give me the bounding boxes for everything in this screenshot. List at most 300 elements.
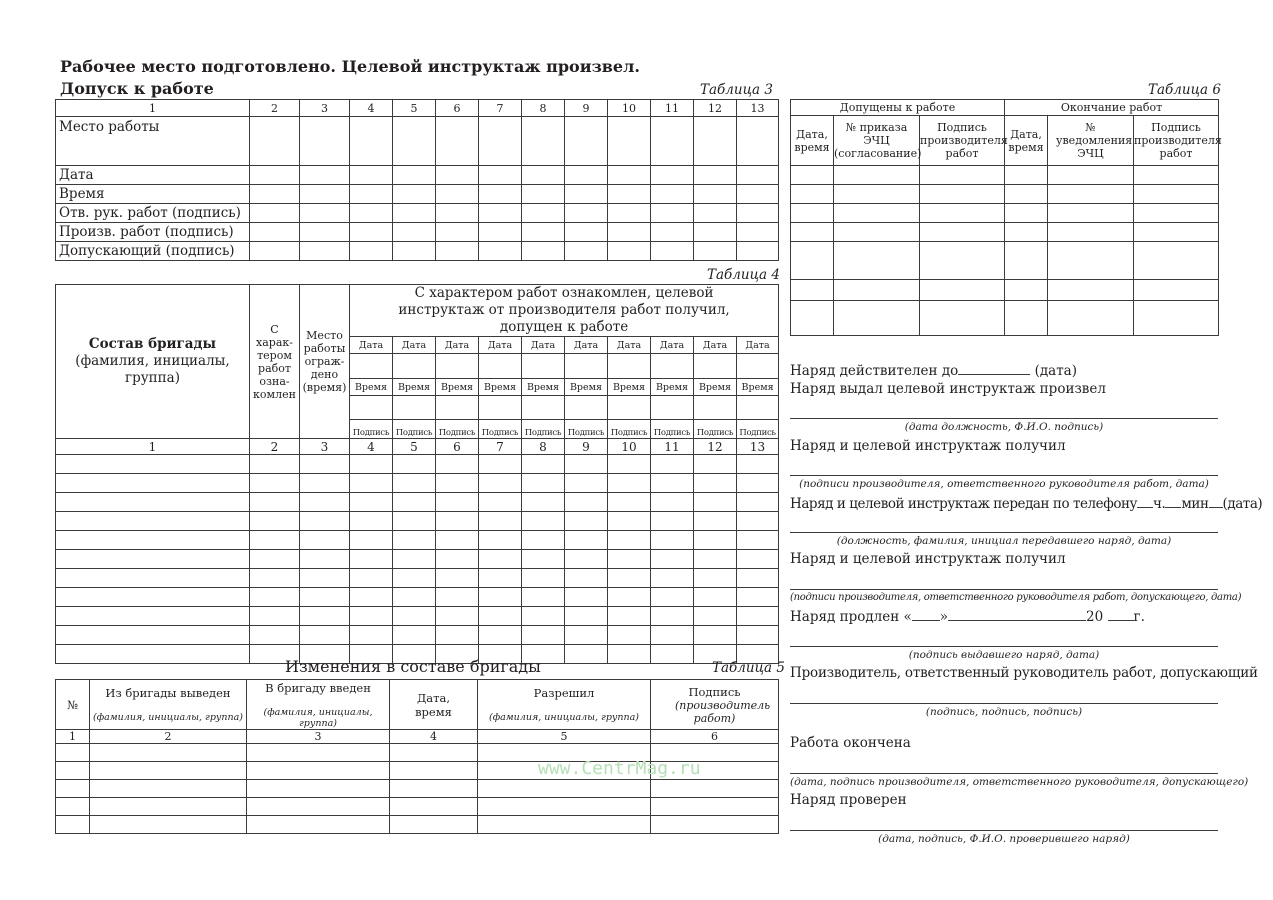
table-cell[interactable] [350,531,393,550]
table-cell[interactable] [56,607,250,626]
table-cell[interactable] [608,455,651,474]
table3-cell[interactable] [479,166,522,185]
table-cell[interactable] [393,550,436,569]
table-cell[interactable] [737,588,779,607]
table-cell[interactable] [56,744,90,762]
table-cell[interactable] [565,588,608,607]
table-cell[interactable] [436,474,479,493]
received2-signature-line[interactable] [790,589,1218,590]
table3-cell[interactable] [651,185,694,204]
table-cell[interactable] [56,455,250,474]
table-cell[interactable] [608,550,651,569]
table-cell[interactable] [1134,223,1219,242]
table-cell[interactable] [393,474,436,493]
time-cell[interactable] [694,396,737,420]
table3-cell[interactable] [651,223,694,242]
table3-cell[interactable] [694,185,737,204]
table-cell[interactable] [56,762,90,780]
table-cell[interactable] [694,550,737,569]
table3-cell[interactable] [608,204,651,223]
date-cell[interactable] [350,354,393,379]
table3-cell[interactable] [608,185,651,204]
table-cell[interactable] [56,569,250,588]
table3-cell[interactable] [250,185,300,204]
table-cell[interactable] [1005,185,1048,204]
table-cell[interactable] [737,493,779,512]
table-cell[interactable] [522,512,565,531]
table-cell[interactable] [56,645,250,664]
table-cell[interactable] [250,569,300,588]
table-cell[interactable] [436,550,479,569]
table-cell[interactable] [479,550,522,569]
table-cell[interactable] [56,780,90,798]
table-cell[interactable] [522,607,565,626]
table-cell[interactable] [651,645,694,664]
table3-cell[interactable] [300,166,350,185]
table-cell[interactable] [250,531,300,550]
table-cell[interactable] [651,607,694,626]
table-cell[interactable] [1005,280,1048,301]
table3-cell[interactable] [436,223,479,242]
table3-cell[interactable] [522,166,565,185]
table-cell[interactable] [694,569,737,588]
table-cell[interactable] [436,512,479,531]
table-cell[interactable] [250,512,300,531]
table3-cell[interactable] [608,242,651,261]
table-cell[interactable] [791,242,834,280]
table-cell[interactable] [651,816,779,834]
table-cell[interactable] [522,531,565,550]
table-cell[interactable] [737,455,779,474]
date-cell[interactable] [436,354,479,379]
table-cell[interactable] [608,531,651,550]
table-cell[interactable] [920,185,1005,204]
table-cell[interactable] [522,626,565,645]
time-cell[interactable] [479,396,522,420]
table-cell[interactable] [436,493,479,512]
table-cell[interactable] [694,531,737,550]
table3-cell[interactable] [565,185,608,204]
date-cell[interactable] [608,354,651,379]
valid-until-blank[interactable] [958,362,1030,375]
table3-cell[interactable] [737,204,779,223]
table-cell[interactable] [478,816,651,834]
table-cell[interactable] [436,626,479,645]
table3-cell[interactable] [694,204,737,223]
table-cell[interactable] [56,588,250,607]
table-cell[interactable] [1048,166,1134,185]
table-cell[interactable] [350,607,393,626]
table-cell[interactable] [300,512,350,531]
table-cell[interactable] [737,531,779,550]
table3-cell[interactable] [694,223,737,242]
table-cell[interactable] [479,569,522,588]
table-cell[interactable] [608,607,651,626]
table3-cell[interactable] [651,166,694,185]
table3-cell[interactable] [737,117,779,166]
table-cell[interactable] [250,455,300,474]
table3-cell[interactable] [350,242,393,261]
table-cell[interactable] [791,204,834,223]
table-cell[interactable] [393,493,436,512]
table3-cell[interactable] [393,242,436,261]
table-cell[interactable] [1005,204,1048,223]
table-cell[interactable] [393,588,436,607]
table-cell[interactable] [651,588,694,607]
phone-minute-blank[interactable] [1165,495,1181,508]
table-cell[interactable] [834,242,920,280]
table-cell[interactable] [390,798,478,816]
table-cell[interactable] [247,762,390,780]
table-cell[interactable] [522,550,565,569]
table-cell[interactable] [737,474,779,493]
date-cell[interactable] [737,354,779,379]
date-cell[interactable] [393,354,436,379]
table3-cell[interactable] [250,166,300,185]
table-cell[interactable] [1134,242,1219,280]
time-cell[interactable] [737,396,779,420]
table-cell[interactable] [390,816,478,834]
table3-cell[interactable] [565,242,608,261]
table-cell[interactable] [393,512,436,531]
table-cell[interactable] [565,550,608,569]
table-cell[interactable] [350,512,393,531]
time-cell[interactable] [522,396,565,420]
table-cell[interactable] [694,455,737,474]
table-cell[interactable] [1048,223,1134,242]
time-cell[interactable] [393,396,436,420]
table-cell[interactable] [247,744,390,762]
table-cell[interactable] [920,223,1005,242]
table-cell[interactable] [300,531,350,550]
received-signature-line[interactable] [790,475,1218,476]
table-cell[interactable] [436,607,479,626]
table-cell[interactable] [56,816,90,834]
table-cell[interactable] [90,762,247,780]
table-cell[interactable] [694,474,737,493]
table3-cell[interactable] [737,166,779,185]
table-cell[interactable] [791,185,834,204]
table3-cell[interactable] [737,185,779,204]
table-cell[interactable] [1134,166,1219,185]
table3-cell[interactable] [522,242,565,261]
table-cell[interactable] [350,550,393,569]
table-cell[interactable] [1005,166,1048,185]
table-cell[interactable] [522,569,565,588]
table-cell[interactable] [1134,185,1219,204]
table3-cell[interactable] [250,117,300,166]
date-cell[interactable] [565,354,608,379]
table-cell[interactable] [350,474,393,493]
table-cell[interactable] [436,588,479,607]
phone-transfer-signature-line[interactable] [790,532,1218,533]
time-cell[interactable] [608,396,651,420]
table-cell[interactable] [834,301,920,336]
table-cell[interactable] [737,550,779,569]
table-cell[interactable] [565,626,608,645]
table-cell[interactable] [56,798,90,816]
date-cell[interactable] [479,354,522,379]
table-cell[interactable] [479,493,522,512]
table3-cell[interactable] [479,185,522,204]
table-cell[interactable] [651,531,694,550]
table-cell[interactable] [737,569,779,588]
table-cell[interactable] [300,569,350,588]
table-cell[interactable] [390,762,478,780]
extended-signature-line[interactable] [790,646,1218,647]
table3-cell[interactable] [651,204,694,223]
date-cell[interactable] [694,354,737,379]
table-cell[interactable] [436,531,479,550]
table-cell[interactable] [608,474,651,493]
table-cell[interactable] [300,493,350,512]
table3-cell[interactable] [393,166,436,185]
table-cell[interactable] [300,550,350,569]
table3-cell[interactable] [393,185,436,204]
table3-cell[interactable] [350,185,393,204]
table-cell[interactable] [608,569,651,588]
table-cell[interactable] [1005,301,1048,336]
table3-cell[interactable] [300,185,350,204]
table3-cell[interactable] [651,117,694,166]
phone-date-blank[interactable] [1209,495,1223,508]
table-cell[interactable] [300,455,350,474]
table-cell[interactable] [920,242,1005,280]
table-cell[interactable] [834,280,920,301]
table3-cell[interactable] [522,223,565,242]
table-cell[interactable] [56,550,250,569]
table-cell[interactable] [1048,280,1134,301]
table-cell[interactable] [694,512,737,531]
table3-cell[interactable] [737,223,779,242]
table3-cell[interactable] [300,223,350,242]
table-cell[interactable] [390,780,478,798]
table-cell[interactable] [90,816,247,834]
table-cell[interactable] [565,531,608,550]
table3-cell[interactable] [393,117,436,166]
table-cell[interactable] [522,474,565,493]
table-cell[interactable] [350,569,393,588]
issued-by-signature-line[interactable] [790,418,1218,419]
table3-cell[interactable] [350,166,393,185]
table-cell[interactable] [565,455,608,474]
table3-cell[interactable] [436,242,479,261]
time-cell[interactable] [651,396,694,420]
table-cell[interactable] [479,455,522,474]
table-cell[interactable] [651,493,694,512]
table3-cell[interactable] [608,117,651,166]
table-cell[interactable] [834,185,920,204]
date-cell[interactable] [651,354,694,379]
table-cell[interactable] [247,780,390,798]
table-cell[interactable] [479,626,522,645]
table-cell[interactable] [651,626,694,645]
table-cell[interactable] [300,626,350,645]
table-cell[interactable] [1048,204,1134,223]
table-cell[interactable] [90,798,247,816]
table-cell[interactable] [56,474,250,493]
work-finished-signature-line[interactable] [790,773,1218,774]
table3-cell[interactable] [350,223,393,242]
table3-cell[interactable] [436,185,479,204]
table-cell[interactable] [651,550,694,569]
table-cell[interactable] [737,626,779,645]
table3-cell[interactable] [350,117,393,166]
table-cell[interactable] [250,474,300,493]
table-cell[interactable] [1134,301,1219,336]
table-cell[interactable] [1005,223,1048,242]
table-cell[interactable] [56,493,250,512]
time-cell[interactable] [565,396,608,420]
table-cell[interactable] [834,166,920,185]
time-cell[interactable] [350,396,393,420]
table-cell[interactable] [565,512,608,531]
table3-cell[interactable] [350,204,393,223]
table-cell[interactable] [90,744,247,762]
phone-hour-blank[interactable] [1137,495,1153,508]
table-cell[interactable] [737,512,779,531]
table3-cell[interactable] [436,204,479,223]
table-cell[interactable] [350,588,393,607]
table-cell[interactable] [791,223,834,242]
table-cell[interactable] [651,798,779,816]
table3-cell[interactable] [250,223,300,242]
table-cell[interactable] [920,280,1005,301]
date-cell[interactable] [522,354,565,379]
table3-cell[interactable] [522,204,565,223]
table-cell[interactable] [565,607,608,626]
extended-year-blank[interactable] [1108,608,1134,621]
table-cell[interactable] [694,493,737,512]
table-cell[interactable] [350,493,393,512]
table-cell[interactable] [1048,242,1134,280]
table-cell[interactable] [694,626,737,645]
table3-cell[interactable] [694,117,737,166]
table3-cell[interactable] [479,242,522,261]
table3-cell[interactable] [436,117,479,166]
table-cell[interactable] [565,493,608,512]
table-cell[interactable] [565,474,608,493]
table3-cell[interactable] [393,223,436,242]
time-cell[interactable] [436,396,479,420]
table-cell[interactable] [608,512,651,531]
table3-cell[interactable] [651,242,694,261]
table-cell[interactable] [436,455,479,474]
table-cell[interactable] [565,569,608,588]
table3-cell[interactable] [565,204,608,223]
table3-cell[interactable] [479,223,522,242]
table3-cell[interactable] [565,223,608,242]
table-cell[interactable] [300,607,350,626]
table-cell[interactable] [393,626,436,645]
table3-cell[interactable] [479,117,522,166]
table-cell[interactable] [522,455,565,474]
table-cell[interactable] [393,455,436,474]
table-cell[interactable] [390,744,478,762]
extended-month-blank[interactable] [948,608,1086,621]
table-cell[interactable] [522,493,565,512]
table-cell[interactable] [791,280,834,301]
table-cell[interactable] [479,607,522,626]
table-cell[interactable] [250,607,300,626]
table-cell[interactable] [651,780,779,798]
table-cell[interactable] [479,474,522,493]
table-cell[interactable] [393,531,436,550]
table-cell[interactable] [1005,242,1048,280]
table-cell[interactable] [834,204,920,223]
table3-cell[interactable] [436,166,479,185]
table-cell[interactable] [56,512,250,531]
table-cell[interactable] [920,166,1005,185]
table3-cell[interactable] [250,242,300,261]
table-cell[interactable] [608,588,651,607]
table-cell[interactable] [479,512,522,531]
table3-cell[interactable] [522,185,565,204]
table3-cell[interactable] [522,117,565,166]
table-cell[interactable] [920,301,1005,336]
table-cell[interactable] [247,816,390,834]
table-cell[interactable] [300,588,350,607]
table-cell[interactable] [608,626,651,645]
table-cell[interactable] [834,223,920,242]
responsible-persons-signature-line[interactable] [790,703,1218,704]
table3-cell[interactable] [565,117,608,166]
table-cell[interactable] [1134,204,1219,223]
table-cell[interactable] [350,455,393,474]
table-cell[interactable] [250,588,300,607]
table3-cell[interactable] [737,242,779,261]
table-cell[interactable] [651,474,694,493]
table-cell[interactable] [651,569,694,588]
table-cell[interactable] [350,626,393,645]
table-cell[interactable] [56,531,250,550]
table-cell[interactable] [90,780,247,798]
table-cell[interactable] [250,493,300,512]
table3-cell[interactable] [694,166,737,185]
table-cell[interactable] [694,588,737,607]
table3-cell[interactable] [300,204,350,223]
table3-cell[interactable] [565,166,608,185]
table3-cell[interactable] [608,223,651,242]
extended-day-blank[interactable] [912,608,940,621]
table-cell[interactable] [920,204,1005,223]
table-cell[interactable] [791,166,834,185]
table3-cell[interactable] [300,242,350,261]
table-cell[interactable] [300,474,350,493]
table-cell[interactable] [479,588,522,607]
table-cell[interactable] [565,645,608,664]
table-cell[interactable] [478,780,651,798]
table3-cell[interactable] [608,166,651,185]
table-cell[interactable] [250,626,300,645]
table-cell[interactable] [393,569,436,588]
table-cell[interactable] [737,607,779,626]
table-cell[interactable] [478,798,651,816]
table-cell[interactable] [1048,185,1134,204]
table-cell[interactable] [247,798,390,816]
table-cell[interactable] [1134,280,1219,301]
table3-cell[interactable] [250,204,300,223]
table-cell[interactable] [651,512,694,531]
table-cell[interactable] [791,301,834,336]
table-cell[interactable] [436,569,479,588]
table3-cell[interactable] [694,242,737,261]
table-cell[interactable] [651,455,694,474]
table-cell[interactable] [608,493,651,512]
table-cell[interactable] [608,645,651,664]
table3-cell[interactable] [300,117,350,166]
table-cell[interactable] [479,531,522,550]
